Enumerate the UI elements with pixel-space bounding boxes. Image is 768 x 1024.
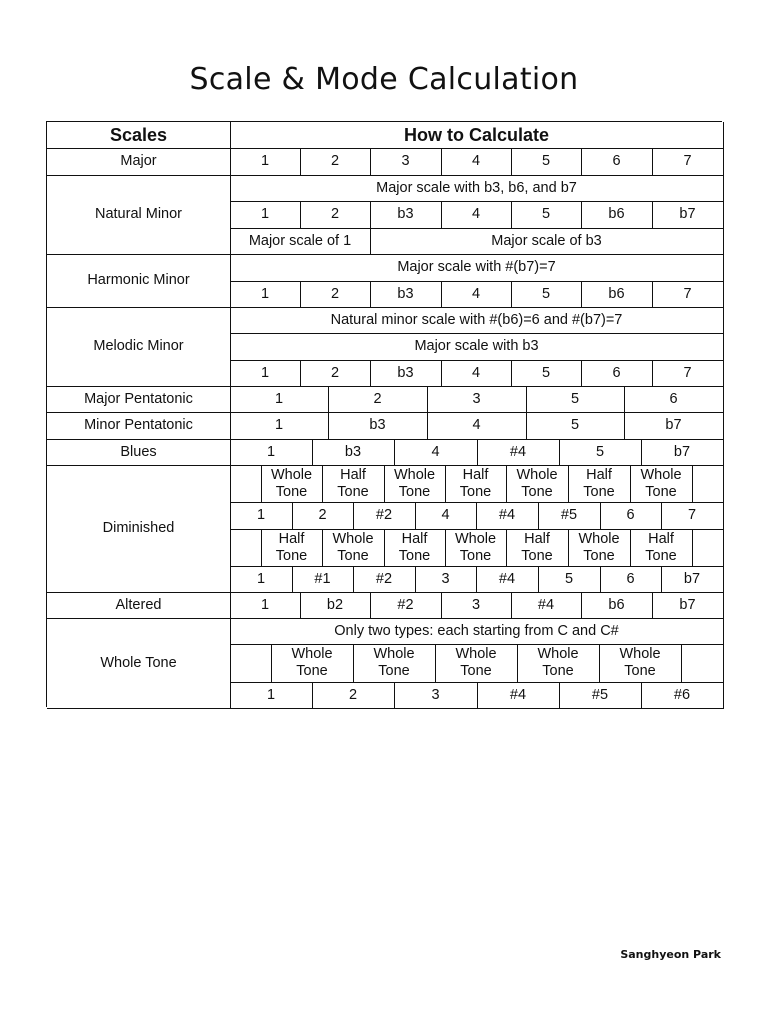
interval-cell: Whole Tone [322,529,385,567]
interval-cell: Whole Tone [353,644,436,683]
degree-cell: 1 [230,386,329,413]
scale-name: Blues [47,439,231,466]
author-name: Sanghyeon Park [620,948,721,961]
degree-cell: 2 [292,502,354,530]
column-header-how-to-calculate: How to Calculate [230,122,724,149]
degree-cell: b7 [661,566,724,593]
degree-cell: b6 [581,201,653,229]
degree-cell: b3 [370,281,442,308]
blank-cell [230,465,262,503]
interval-cell: Half Tone [630,529,693,567]
degree-cell: b2 [300,592,371,619]
degree-cell: #2 [353,502,416,530]
degree-cell: 1 [230,566,293,593]
degree-cell: 7 [652,360,724,387]
degree-cell: 6 [624,386,724,413]
calculation-note: Major scale of 1 [230,228,371,255]
degree-cell: 2 [300,201,371,229]
interval-cell: Half Tone [261,529,323,567]
degree-cell: 4 [394,439,478,466]
degree-cell: 5 [538,566,601,593]
scale-table [46,121,722,707]
degree-cell: 1 [230,439,313,466]
degree-cell: 2 [312,682,395,709]
degree-cell: 7 [652,281,724,308]
interval-cell: Whole Tone [506,465,569,503]
degree-cell: 3 [441,592,512,619]
degree-cell: #4 [476,566,539,593]
degree-cell: #4 [477,439,560,466]
degree-cell: #4 [511,592,582,619]
degree-cell: 6 [600,502,662,530]
interval-cell: Whole Tone [517,644,600,683]
degree-cell: 7 [661,502,724,530]
interval-cell: Half Tone [506,529,569,567]
degree-cell: 5 [526,412,625,440]
degree-cell: b7 [652,201,724,229]
blank-cell [692,465,724,503]
degree-cell: 2 [328,386,428,413]
degree-cell: 1 [230,502,293,530]
calculation-note: Major scale of b3 [370,228,724,255]
calculation-note: Only two types: each starting from C and C# [230,618,724,645]
scale-name: Major Pentatonic [47,386,231,413]
degree-cell: 1 [230,412,329,440]
degree-cell: 4 [441,360,512,387]
blank-cell [681,644,724,683]
degree-cell: #2 [353,566,416,593]
scale-name: Melodic Minor [47,307,231,387]
interval-cell: Whole Tone [445,529,507,567]
calculation-note: Major scale with #(b7)=7 [230,254,724,282]
column-header-scales: Scales [47,122,231,149]
degree-cell: b7 [652,592,724,619]
scale-name: Minor Pentatonic [47,412,231,440]
interval-cell: Half Tone [445,465,507,503]
interval-cell: Whole Tone [435,644,518,683]
scale-name: Whole Tone [47,618,231,709]
degree-cell: b3 [328,412,428,440]
degree-cell: 7 [652,148,724,176]
degree-cell: 4 [441,201,512,229]
interval-cell: Whole Tone [568,529,631,567]
interval-cell: Whole Tone [271,644,354,683]
scale-name: Harmonic Minor [47,254,231,308]
degree-cell: b6 [581,281,653,308]
calculation-note: Major scale with b3, b6, and b7 [230,175,724,202]
degree-cell: 3 [415,566,477,593]
interval-cell: Whole Tone [599,644,682,683]
blank-cell [692,529,724,567]
degree-cell: #6 [641,682,724,709]
degree-cell: #2 [370,592,442,619]
page-title: Scale & Mode Calculation [189,62,579,97]
interval-cell: Half Tone [384,529,446,567]
degree-cell: 4 [441,281,512,308]
degree-cell: 5 [511,201,582,229]
degree-cell: #4 [477,682,560,709]
blank-cell [230,644,272,683]
degree-cell: 5 [511,360,582,387]
degree-cell: 1 [230,281,301,308]
degree-cell: 1 [230,592,301,619]
degree-cell: 2 [300,281,371,308]
degree-cell: 6 [600,566,662,593]
degree-cell: b6 [581,592,653,619]
degree-cell: 5 [511,148,582,176]
blank-cell [230,529,262,567]
degree-cell: b3 [312,439,395,466]
scale-name: Altered [47,592,231,619]
degree-cell: #1 [292,566,354,593]
degree-cell: b7 [624,412,724,440]
degree-cell: b3 [370,201,442,229]
interval-cell: Whole Tone [384,465,446,503]
interval-cell: Whole Tone [261,465,323,503]
degree-cell: 1 [230,148,301,176]
degree-cell: 4 [427,412,527,440]
degree-cell: 5 [526,386,625,413]
degree-cell: 6 [581,148,653,176]
degree-cell: 1 [230,360,301,387]
degree-cell: 4 [415,502,477,530]
degree-cell: 2 [300,148,371,176]
degree-cell: 5 [511,281,582,308]
interval-cell: Whole Tone [630,465,693,503]
calculation-note: Natural minor scale with #(b6)=6 and #(b7)=7 [230,307,724,334]
degree-cell: #5 [559,682,642,709]
degree-cell: #5 [538,502,601,530]
scale-name: Major [47,148,231,176]
degree-cell: 4 [441,148,512,176]
degree-cell: b3 [370,360,442,387]
degree-cell: #4 [476,502,539,530]
scale-name: Diminished [47,465,231,593]
interval-cell: Half Tone [568,465,631,503]
degree-cell: 1 [230,201,301,229]
degree-cell: 5 [559,439,642,466]
degree-cell: b7 [641,439,724,466]
degree-cell: 2 [300,360,371,387]
interval-cell: Half Tone [322,465,385,503]
degree-cell: 6 [581,360,653,387]
scale-name: Natural Minor [47,175,231,255]
degree-cell: 1 [230,682,313,709]
calculation-note: Major scale with b3 [230,333,724,361]
degree-cell: 3 [370,148,442,176]
degree-cell: 3 [394,682,478,709]
degree-cell: 3 [427,386,527,413]
